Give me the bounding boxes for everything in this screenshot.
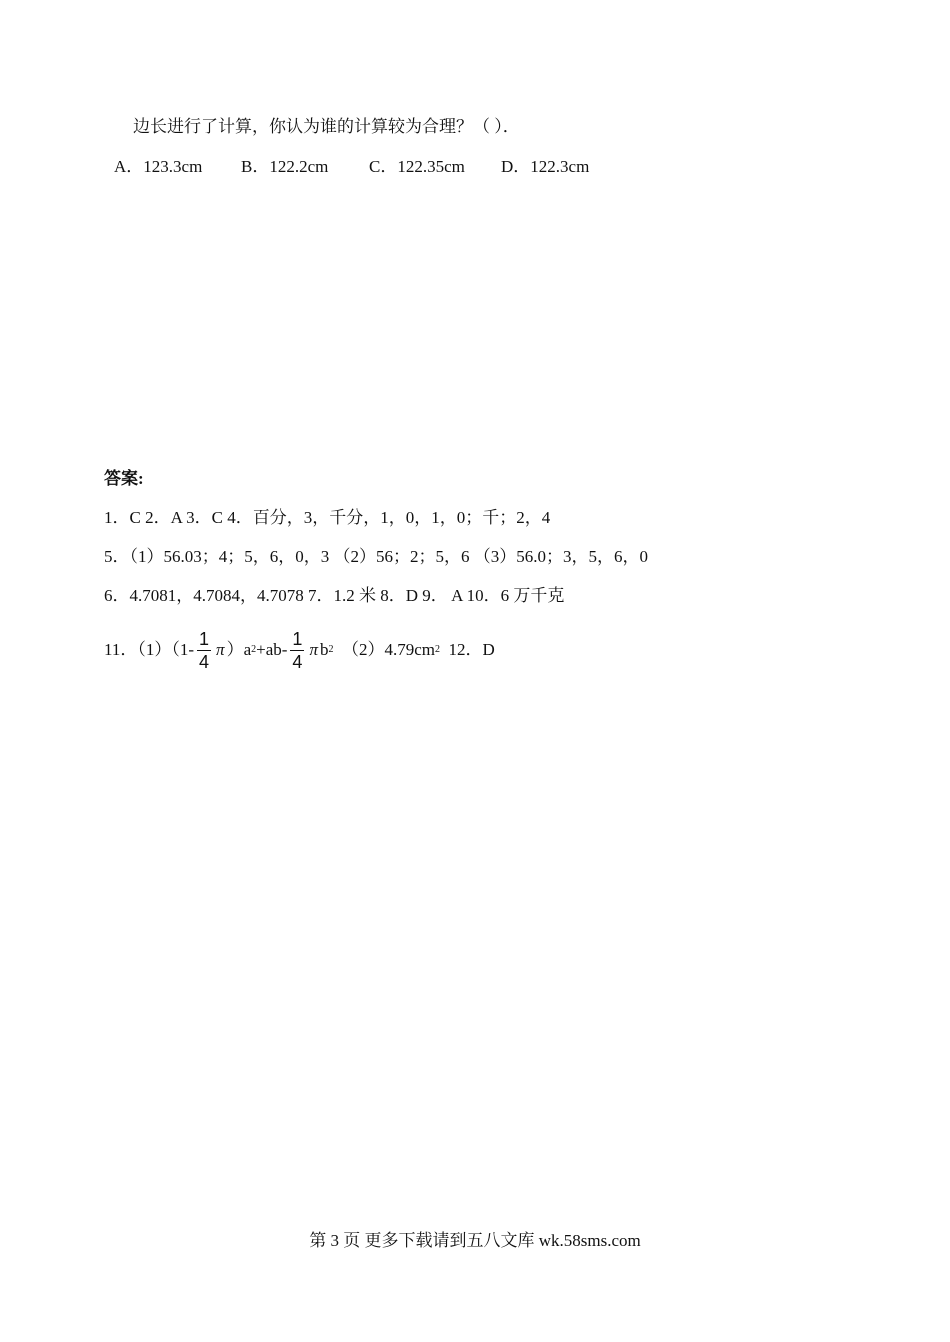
answer-line-1: 1．C 2．A 3．C 4．百分，3，千分，1，0，1，0；千；2，4: [104, 508, 551, 527]
formula-part: （2）4.79cm: [333, 640, 435, 659]
formula-prefix: 11．（1）（1-: [104, 640, 195, 659]
option-c: C．122.35cm: [369, 157, 465, 176]
answer-options: [114, 156, 589, 178]
page-footer: 第 3 页 更多下载请到五八文库 wk.58sms.com: [309, 1231, 641, 1250]
formula-part: +ab-: [256, 640, 288, 659]
formula-part: b: [319, 640, 329, 659]
answer-line-2: 5．（1）56.03；4；5，6，0，3 （2）56；2；5，6 （3）56.0；3，5，6，0: [104, 547, 648, 566]
fraction-numerator: 1: [292, 628, 303, 649]
pi-symbol: π: [309, 640, 318, 659]
answer-line-3: 6．4.7081，4.7084，4.7078 7．1.2 米 8．D 9． A 10．6 万千克: [104, 586, 565, 605]
pi-symbol: π: [216, 640, 225, 659]
fraction-numerator: 1: [199, 628, 210, 649]
option-a: A．123.3cm: [114, 157, 203, 176]
fraction-denominator: 4: [199, 651, 210, 672]
fraction-one-quarter: [290, 628, 304, 673]
question-continuation: 边长进行了计算，你认为谁的计算较为合理？（ ）．: [133, 117, 520, 136]
fraction-denominator: 4: [292, 651, 303, 672]
fraction-one-quarter: [197, 628, 211, 673]
formula-suffix: 12．D: [440, 640, 495, 659]
option-b: B．122.2cm: [241, 157, 329, 176]
answers-heading: 答案:: [104, 469, 144, 488]
answer-line-4: 11．（1）（1- $\frac{1}{4}$ π ）a 2 +ab- $\frac{1}{4}$ π b 2 （2）4.79cm 2 12．D: [104, 628, 495, 672]
option-d: D．122.3cm: [501, 157, 590, 176]
formula-part: ）a: [226, 640, 252, 659]
